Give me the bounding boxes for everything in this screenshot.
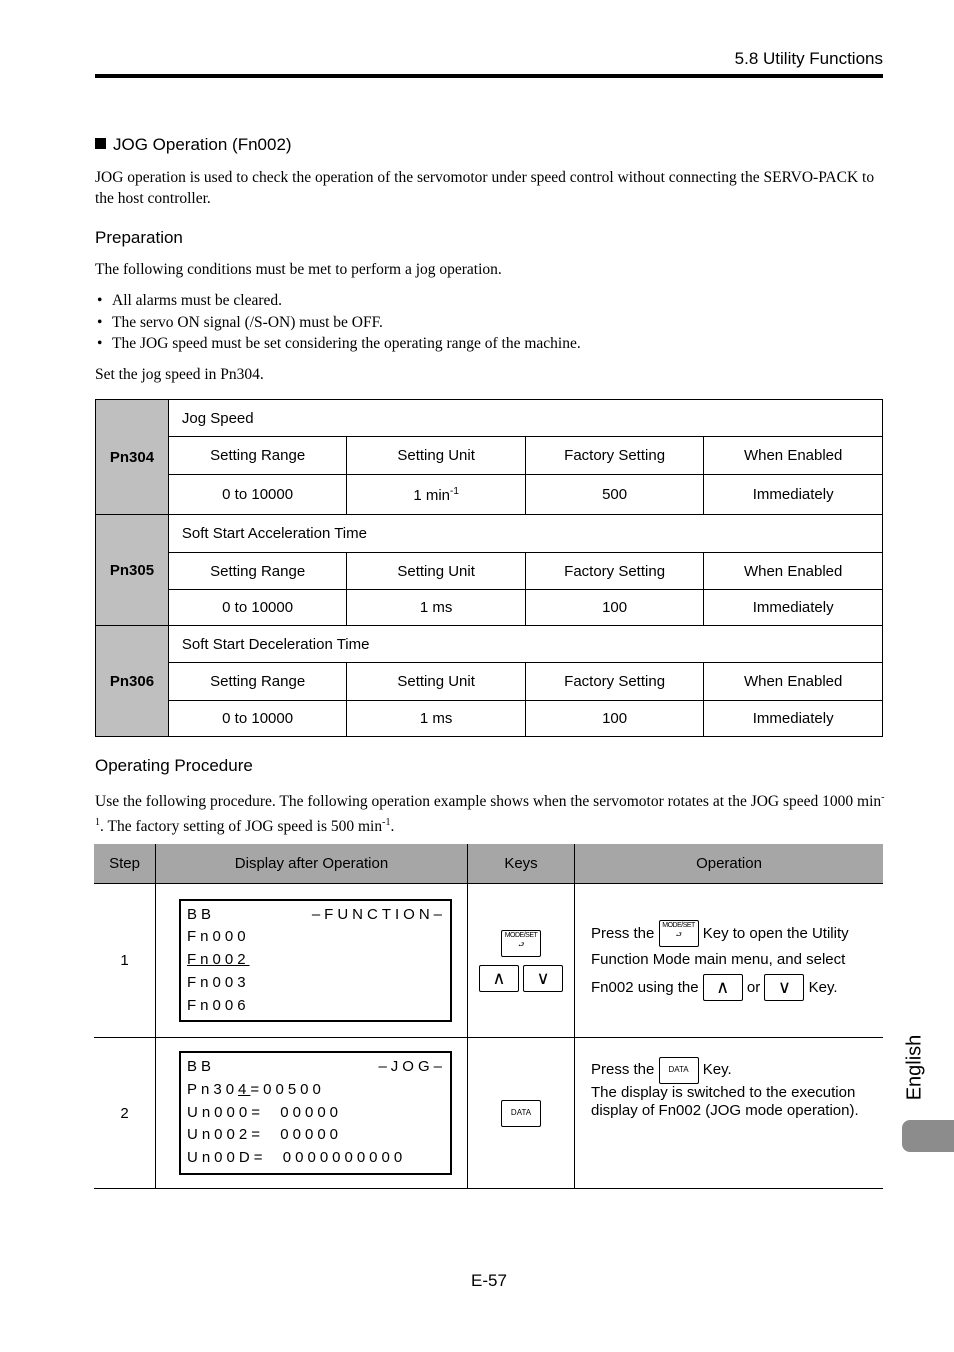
col-header: Setting Range [168, 437, 346, 475]
col-header: Factory Setting [525, 553, 704, 590]
param-number: Pn304 [96, 400, 169, 515]
panel-display: BB –FUNCTION– Fn000 Fn002 Fn003 Fn006 [179, 899, 452, 1023]
col-header: Setting Range [168, 663, 346, 701]
mode-set-key-icon: MODE/SET ⮐ [501, 930, 541, 957]
factory-setting: 100 [525, 590, 704, 626]
col-header: Factory Setting [525, 437, 704, 475]
keys-cell [468, 1038, 575, 1189]
operation-cell: Press the MODE/SET ⮐ Key to open the Utility Function Mode main menu, and select Fn002 using the ∧ or ∨ Key. [575, 884, 884, 1038]
col-header: When Enabled [704, 553, 883, 590]
side-tab-label: English [903, 1034, 926, 1101]
intro-paragraph: JOG operation is used to check the operation of the servomotor under speed control without connecting the SERVO-PACK to the host controller. [95, 169, 875, 207]
page-number: E-57 [471, 1271, 507, 1290]
square-bullet-icon [95, 138, 106, 149]
setting-unit: 1 ms [347, 590, 525, 626]
param-name: Soft Start Deceleration Time [168, 626, 882, 663]
setline-text: Set the jog speed in Pn304. [95, 366, 264, 383]
col-header: When Enabled [704, 663, 883, 701]
display-cell [156, 884, 468, 1038]
up-key-icon: ∧ [703, 974, 743, 1001]
factory-setting: 100 [525, 701, 704, 737]
step-number: 1 [94, 884, 156, 1038]
procedure-text: Use the following procedure. The following operation example shows when the servomotor rotates at the JOG speed 1000 $\min^{-1}$. The factory setting of JOG speed is 500 $\min^{-1}$. [95, 792, 885, 836]
col-header-step: Step [94, 844, 156, 884]
table-row [94, 1038, 883, 1189]
preparation-bullets [97, 290, 877, 355]
col-header: Setting Unit [347, 437, 525, 475]
preparation-text: The following conditions must be met to perform a jog operation. [95, 261, 502, 278]
parameter-table [95, 399, 883, 737]
data-key-icon: DATA [501, 1100, 541, 1127]
down-key-icon: ∨ [523, 965, 563, 992]
when-enabled: Immediately [704, 701, 883, 737]
col-header-keys: Keys [468, 844, 575, 884]
col-header: When Enabled [704, 437, 883, 475]
col-header-display: Display after Operation [156, 844, 468, 884]
step-number: 2 [94, 1038, 156, 1189]
col-header-operation: Operation [575, 844, 884, 884]
when-enabled: Immediately [704, 475, 883, 515]
procedure-heading: Operating Procedure [95, 756, 253, 775]
factory-setting: 500 [525, 475, 704, 515]
param-name: Jog Speed [168, 400, 882, 437]
setting-range: 0 to 10000 [168, 590, 346, 626]
when-enabled: Immediately [704, 590, 883, 626]
setting-unit: 1 ms [347, 701, 525, 737]
panel-display: BB –JOG– Pn30 4 =00500 Un000= 00000 Un002= 00000 Un00D= 0000000000 [179, 1051, 452, 1175]
section-title: JOG Operation (Fn002) [95, 135, 292, 155]
side-tab-marker [902, 1120, 954, 1152]
col-header: Factory Setting [525, 663, 704, 701]
operation-cell: Press the DATA Key. The display is switched to the execution display of Fn002 (JOG mode operation). [575, 1038, 884, 1189]
display-cell [156, 1038, 468, 1189]
procedure-table [94, 844, 883, 1189]
down-key-icon: ∨ [764, 974, 804, 1001]
list-item: • The JOG speed must be set considering the operating range of the machine. [97, 333, 877, 355]
setting-range: 0 to 10000 [168, 475, 346, 515]
keys-cell [468, 884, 575, 1038]
param-number: Pn305 [96, 515, 169, 626]
up-key-icon: ∧ [479, 965, 519, 992]
param-name: Soft Start Acceleration Time [168, 515, 882, 553]
preparation-heading: Preparation [95, 228, 183, 247]
col-header: Setting Range [168, 553, 346, 590]
setting-range: 0 to 10000 [168, 701, 346, 737]
table-row [94, 884, 883, 1038]
col-header: Setting Unit [347, 663, 525, 701]
list-item: • All alarms must be cleared. [97, 290, 877, 312]
setting-unit: 1 $\min^{-1}$ [347, 475, 525, 515]
list-item: • The servo ON signal (/S-ON) must be OFF. [97, 312, 877, 334]
running-header: 5.8 Utility Functions [734, 49, 883, 68]
data-key-icon: DATA [659, 1057, 699, 1084]
col-header: Setting Unit [347, 553, 525, 590]
header-rule [95, 74, 883, 78]
mode-set-key-icon: MODE/SET ⮐ [659, 920, 699, 947]
param-number: Pn306 [96, 626, 169, 737]
